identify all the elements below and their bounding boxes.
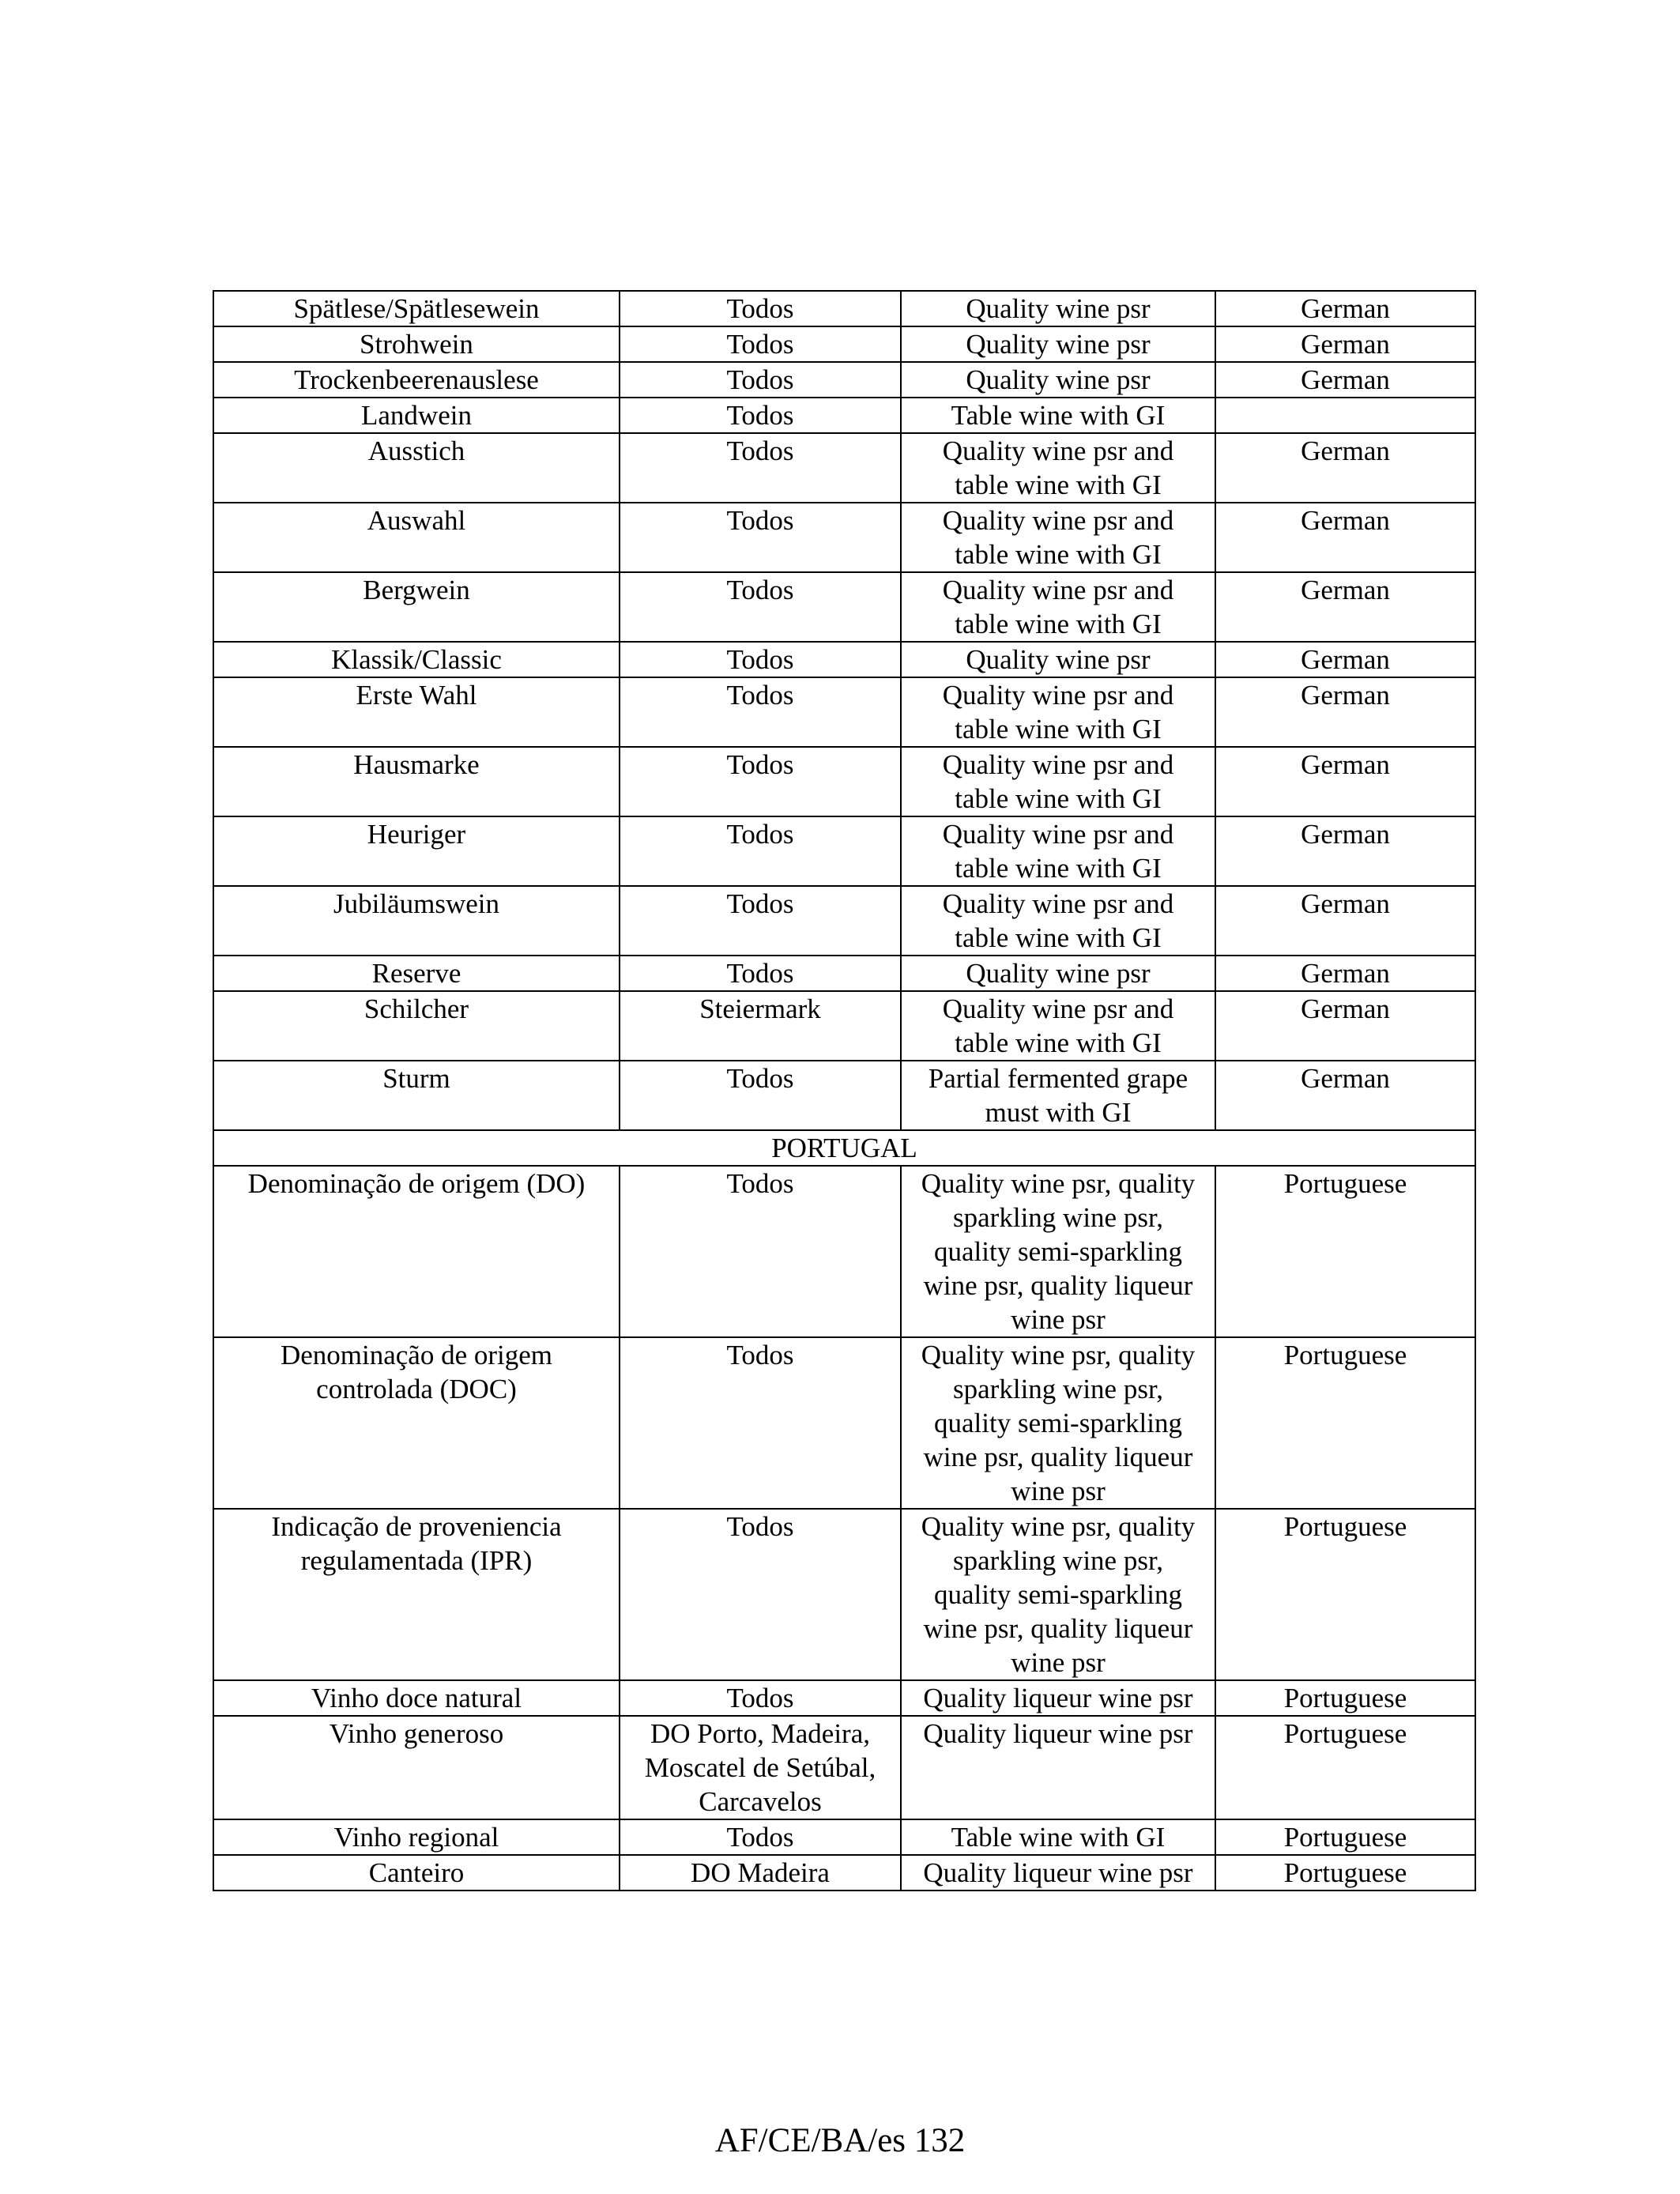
table-row [213,991,1475,1061]
term-cell: Vinho regional [213,1819,620,1855]
category-cell: Quality wine psr [901,956,1215,991]
region-cell: Todos [620,1061,901,1130]
table-row [213,503,1475,572]
wine-terms-table [213,290,1476,1891]
region-cell: Todos [620,1337,901,1509]
category-cell: Quality wine psr and table wine with GI [901,816,1215,886]
region-cell: Todos [620,1509,901,1680]
language-cell: German [1215,1061,1475,1130]
region-cell: Todos [620,503,901,572]
language-cell: German [1215,362,1475,398]
region-cell: Todos [620,886,901,956]
language-cell: German [1215,572,1475,642]
language-cell: Portuguese [1215,1166,1475,1337]
term-cell: Klassik/Classic [213,642,620,677]
region-cell: Todos [620,291,901,326]
language-cell: Portuguese [1215,1855,1475,1891]
term-cell: Hausmarke [213,747,620,816]
table-row [213,642,1475,677]
table-row [213,362,1475,398]
category-cell: Quality wine psr, quality sparkling wine psr, quality semi-sparkling wine psr, quality liqueur wine psr [901,1509,1215,1680]
category-cell: Table wine with GI [901,1819,1215,1855]
region-cell: Todos [620,956,901,991]
term-cell: Auswahl [213,503,620,572]
table-row [213,291,1475,326]
germany-rows [213,291,1475,1130]
term-cell: Landwein [213,398,620,433]
term-cell: Bergwein [213,572,620,642]
region-cell: Todos [620,816,901,886]
table-row [213,326,1475,362]
table-row [213,956,1475,991]
category-cell: Quality wine psr and table wine with GI [901,677,1215,747]
term-cell: Sturm [213,1061,620,1130]
region-cell: Todos [620,572,901,642]
language-cell: Portuguese [1215,1680,1475,1716]
table-row [213,1680,1475,1716]
page-footer-reference: AF/CE/BA/es 132 [714,2122,966,2159]
region-cell: Todos [620,677,901,747]
category-cell: Partial fermented grape must with GI [901,1061,1215,1130]
language-cell: German [1215,886,1475,956]
category-cell: Quality wine psr and table wine with GI [901,747,1215,816]
language-cell: German [1215,816,1475,886]
term-cell: Heuriger [213,816,620,886]
region-cell: Todos [620,747,901,816]
term-cell: Strohwein [213,326,620,362]
category-cell: Quality wine psr [901,642,1215,677]
category-cell: Quality wine psr and table wine with GI [901,572,1215,642]
portugal-rows [213,1166,1475,1891]
category-cell: Quality wine psr and table wine with GI [901,991,1215,1061]
region-cell: Todos [620,1680,901,1716]
table-row [213,1819,1475,1855]
category-cell: Quality liqueur wine psr [901,1716,1215,1819]
term-cell: Trockenbeerenauslese [213,362,620,398]
region-cell: Todos [620,642,901,677]
language-cell [1215,398,1475,433]
table-row [213,1716,1475,1819]
term-cell: Denominação de origem (DO) [213,1166,620,1337]
table-row [213,1166,1475,1337]
language-cell: Portuguese [1215,1819,1475,1855]
table-row [213,433,1475,503]
term-cell: Indicação de proveniencia regulamentada (IPR) [213,1509,620,1680]
category-cell: Quality liqueur wine psr [901,1680,1215,1716]
section-header-row [213,1130,1475,1166]
table-row [213,398,1475,433]
term-cell: Canteiro [213,1855,620,1891]
region-cell: Todos [620,433,901,503]
category-cell: Table wine with GI [901,398,1215,433]
category-cell: Quality wine psr, quality sparkling wine psr, quality semi-sparkling wine psr, quality liqueur wine psr [901,1166,1215,1337]
language-cell: Portuguese [1215,1337,1475,1509]
language-cell: German [1215,326,1475,362]
category-cell: Quality wine psr and table wine with GI [901,433,1215,503]
category-cell: Quality wine psr and table wine with GI [901,886,1215,956]
language-cell: German [1215,642,1475,677]
table-row [213,1061,1475,1130]
category-cell: Quality wine psr [901,291,1215,326]
portugal-section [213,1130,1475,1166]
wine-terms-table-container [213,290,1475,1891]
table-row [213,572,1475,642]
category-cell: Quality wine psr and table wine with GI [901,503,1215,572]
category-cell: Quality liqueur wine psr [901,1855,1215,1891]
term-cell: Erste Wahl [213,677,620,747]
category-cell: Quality wine psr, quality sparkling wine psr, quality semi-sparkling wine psr, quality liqueur wine psr [901,1337,1215,1509]
table-row [213,886,1475,956]
region-cell: DO Porto, Madeira, Moscatel de Setúbal, Carcavelos [620,1716,901,1819]
term-cell: Spätlese/Spätlesewein [213,291,620,326]
language-cell: German [1215,677,1475,747]
language-cell: German [1215,433,1475,503]
table-row [213,677,1475,747]
table-row [213,1855,1475,1891]
category-cell: Quality wine psr [901,326,1215,362]
language-cell: German [1215,956,1475,991]
region-cell: Todos [620,1166,901,1337]
region-cell: Todos [620,398,901,433]
table-row [213,747,1475,816]
language-cell: German [1215,503,1475,572]
table-row [213,816,1475,886]
term-cell: Schilcher [213,991,620,1061]
term-cell: Vinho generoso [213,1716,620,1819]
region-cell: Steiermark [620,991,901,1061]
region-cell: Todos [620,1819,901,1855]
term-cell: Vinho doce natural [213,1680,620,1716]
term-cell: Reserve [213,956,620,991]
section-header-portugal: PORTUGAL [213,1130,1475,1166]
language-cell: Portuguese [1215,1716,1475,1819]
table-row [213,1337,1475,1509]
table-row [213,1509,1475,1680]
term-cell: Ausstich [213,433,620,503]
language-cell: German [1215,747,1475,816]
language-cell: German [1215,291,1475,326]
category-cell: Quality wine psr [901,362,1215,398]
term-cell: Jubiläumswein [213,886,620,956]
language-cell: Portuguese [1215,1509,1475,1680]
region-cell: Todos [620,326,901,362]
region-cell: Todos [620,362,901,398]
region-cell: DO Madeira [620,1855,901,1891]
term-cell: Denominação de origem controlada (DOC) [213,1337,620,1509]
language-cell: German [1215,991,1475,1061]
